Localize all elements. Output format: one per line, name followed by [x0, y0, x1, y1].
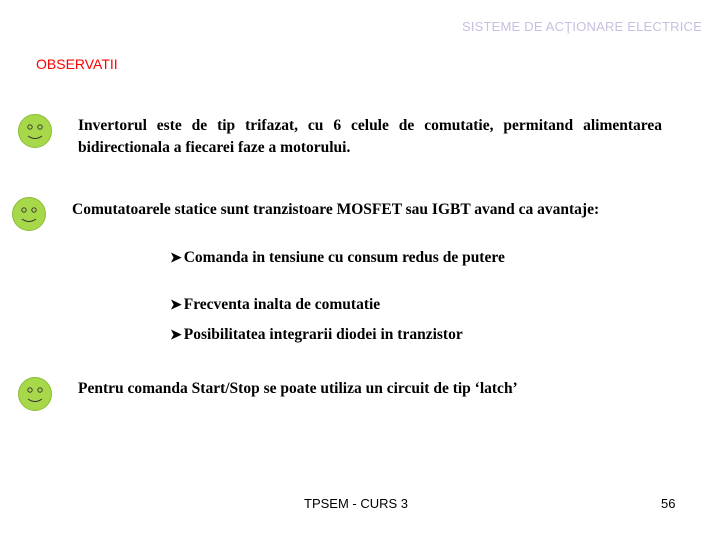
page-number: 56 [661, 496, 676, 511]
sub-item [170, 296, 380, 314]
bullet-text-3: Pentru comanda Start/Stop se poate utiliza un circuit de tip ‘latch’ [78, 380, 518, 397]
arrow-bullet-icon: ➤ [170, 327, 182, 343]
arrow-bullet-icon: ➤ [170, 297, 182, 313]
sub-item-text: Posibilitatea integrarii diodei in tranzistor [183, 326, 463, 343]
bullet-text-2: Comutatoarele statice sunt tranzistoare MOSFET sau IGBT avand ca avantaje: [72, 201, 600, 218]
smiley-icon [12, 197, 46, 231]
slide-title: OBSERVATII [36, 56, 118, 72]
slide-header: SISTEME DE ACŢIONARE ELECTRICE [461, 19, 702, 34]
smiley-icon [18, 377, 52, 411]
sub-item [170, 249, 505, 267]
sub-item [170, 326, 463, 344]
bullet-text-1: Invertorul este de tip trifazat, cu 6 celule de comutatie, permitand alimentarea bidirectionala a fiecarei faze a motorului. [78, 117, 662, 156]
arrow-bullet-icon: ➤ [170, 250, 182, 266]
smiley-icon [18, 114, 52, 148]
sub-item-text: Comanda in tensiune cu consum redus de putere [183, 249, 505, 266]
sub-item-text: Frecventa inalta de comutatie [183, 296, 381, 313]
footer-course: TPSEM - CURS 3 [304, 496, 409, 511]
